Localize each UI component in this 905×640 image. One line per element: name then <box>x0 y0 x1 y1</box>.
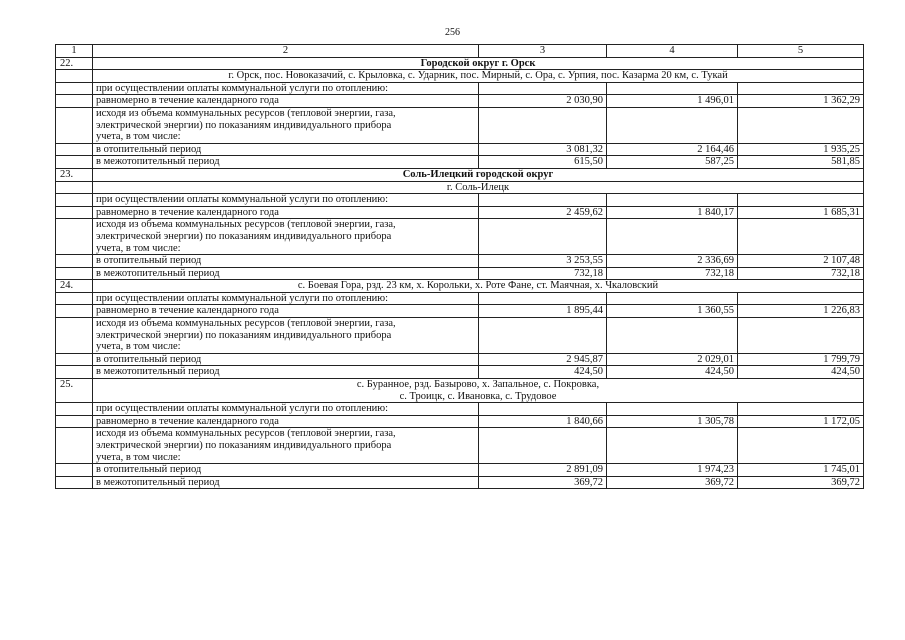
empty-cell <box>738 194 864 207</box>
row-label: в межотопительный период <box>93 267 479 280</box>
column-header: 3 <box>479 45 607 58</box>
value-cell: 1 305,78 <box>607 415 738 428</box>
value-cell: 2 891,09 <box>479 464 607 477</box>
value-cell: 424,50 <box>607 366 738 379</box>
tariff-table <box>55 44 864 489</box>
section-heading: Соль-Илецкий городской округ <box>93 168 864 181</box>
locality-line: г. Соль-Илецк <box>446 181 510 193</box>
value-cell: 581,85 <box>738 156 864 169</box>
empty-cell <box>607 403 738 416</box>
locality-line: г. Орск, пос. Новоказачий, с. Крыловка, с. Ударник, пос. Мирный, с. Ора, с. Урпия, пос. Казарма 20 км, с. Тукай <box>228 70 728 82</box>
meter-row <box>56 318 864 354</box>
empty-cell <box>56 305 93 318</box>
section-heading-row <box>56 168 864 181</box>
empty-cell <box>479 318 607 354</box>
value-cell: 3 253,55 <box>479 255 607 268</box>
empty-cell <box>607 219 738 255</box>
value-cell: 2 945,87 <box>479 353 607 366</box>
row-label <box>93 318 479 354</box>
empty-cell <box>607 428 738 464</box>
locality-cell <box>93 70 864 83</box>
row-label-line: исходя из объема коммунальных ресурсов (тепловой энергии, газа, <box>96 107 396 119</box>
column-header-row <box>56 45 864 58</box>
row-label-line: учета, в том числе: <box>96 451 181 463</box>
section-number: 22. <box>56 57 93 70</box>
value-cell: 1 685,31 <box>738 206 864 219</box>
row-label: равномерно в течение календарного года <box>93 206 479 219</box>
value-cell: 615,50 <box>479 156 607 169</box>
value-cell: 1 895,44 <box>479 305 607 318</box>
locality-cell <box>93 181 864 194</box>
value-cell: 369,72 <box>479 476 607 489</box>
section-number <box>56 70 93 83</box>
row-label-line: исходя из объема коммунальных ресурсов (тепловой энергии, газа, <box>96 219 396 231</box>
empty-cell <box>479 194 607 207</box>
empty-cell <box>607 292 738 305</box>
row-label: при осуществлении оплаты коммунальной услуги по отоплению: <box>93 403 479 416</box>
uniform-row <box>56 305 864 318</box>
row-label <box>93 219 479 255</box>
heating-row <box>56 143 864 156</box>
value-cell: 1 799,79 <box>738 353 864 366</box>
row-label-line: электрической энергии) по показаниям индивидуального прибора <box>96 329 392 341</box>
section-number: 23. <box>56 168 93 181</box>
value-cell: 2 107,48 <box>738 255 864 268</box>
uniform-row <box>56 95 864 108</box>
value-cell: 1 974,23 <box>607 464 738 477</box>
value-cell: 369,72 <box>607 476 738 489</box>
locality-cell <box>93 280 864 293</box>
empty-cell <box>56 206 93 219</box>
locality-row <box>56 70 864 83</box>
value-cell: 369,72 <box>738 476 864 489</box>
value-cell: 424,50 <box>738 366 864 379</box>
value-cell: 1 226,83 <box>738 305 864 318</box>
row-label <box>93 428 479 464</box>
row-label: в отопительный период <box>93 353 479 366</box>
row-label: равномерно в течение календарного года <box>93 95 479 108</box>
row-label: равномерно в течение календарного года <box>93 415 479 428</box>
empty-cell <box>479 107 607 143</box>
empty-cell <box>56 107 93 143</box>
locality-cell <box>93 379 864 403</box>
value-cell: 587,25 <box>607 156 738 169</box>
empty-cell <box>56 255 93 268</box>
value-cell: 1 360,55 <box>607 305 738 318</box>
row-label: в межотопительный период <box>93 476 479 489</box>
locality-line: с. Боевая Гора, рзд. 23 км, х. Корольки, х. Роте Фане, ст. Маячная, х. Чкаловский <box>297 280 659 292</box>
value-cell: 1 745,01 <box>738 464 864 477</box>
meter-row <box>56 428 864 464</box>
row-label: в отопительный период <box>93 255 479 268</box>
value-cell: 1 935,25 <box>738 143 864 156</box>
empty-cell <box>607 82 738 95</box>
page-number: 256 <box>445 27 460 38</box>
heating-row <box>56 353 864 366</box>
heating-row <box>56 255 864 268</box>
empty-cell <box>56 428 93 464</box>
value-cell: 732,18 <box>738 267 864 280</box>
offseason-row <box>56 267 864 280</box>
value-cell: 2 459,62 <box>479 206 607 219</box>
row-label-line: учета, в том числе: <box>96 242 181 254</box>
empty-cell <box>56 464 93 477</box>
empty-cell <box>607 107 738 143</box>
locality-row <box>56 379 864 403</box>
value-cell: 2 336,69 <box>607 255 738 268</box>
empty-cell <box>738 82 864 95</box>
row-label: при осуществлении оплаты коммунальной услуги по отоплению: <box>93 292 479 305</box>
row-label: в отопительный период <box>93 143 479 156</box>
empty-cell <box>56 219 93 255</box>
value-cell: 2 029,01 <box>607 353 738 366</box>
section-number: 25. <box>56 379 93 403</box>
row-label: в межотопительный период <box>93 156 479 169</box>
row-label-line: электрической энергии) по показаниям индивидуального прибора <box>96 230 392 242</box>
uniform-row <box>56 206 864 219</box>
payment-intro-row <box>56 403 864 416</box>
empty-cell <box>56 318 93 354</box>
empty-cell <box>479 82 607 95</box>
empty-cell <box>738 403 864 416</box>
empty-cell <box>738 318 864 354</box>
row-label-line: электрической энергии) по показаниям индивидуального прибора <box>96 440 392 451</box>
locality-line: с. Троицк, с. Ивановка, с. Трудовое <box>399 390 557 402</box>
empty-cell <box>738 107 864 143</box>
empty-cell <box>56 292 93 305</box>
payment-intro-row <box>56 194 864 207</box>
payment-intro-row <box>56 82 864 95</box>
payment-intro-row <box>56 292 864 305</box>
value-cell: 2 164,46 <box>607 143 738 156</box>
value-cell: 1 840,66 <box>479 415 607 428</box>
column-header: 4 <box>607 45 738 58</box>
value-cell: 1 172,05 <box>738 415 864 428</box>
empty-cell <box>56 415 93 428</box>
empty-cell <box>479 219 607 255</box>
section-number <box>56 181 93 194</box>
section-heading-row <box>56 57 864 70</box>
row-label: при осуществлении оплаты коммунальной услуги по отоплению: <box>93 194 479 207</box>
row-label-line: учета, в том числе: <box>96 341 181 353</box>
locality-row <box>56 280 864 293</box>
row-label <box>93 107 479 143</box>
section-number: 24. <box>56 280 93 293</box>
offseason-row <box>56 366 864 379</box>
empty-cell <box>479 428 607 464</box>
row-label: равномерно в течение календарного года <box>93 305 479 318</box>
empty-cell <box>738 219 864 255</box>
value-cell: 3 081,32 <box>479 143 607 156</box>
empty-cell <box>56 143 93 156</box>
row-label: при осуществлении оплаты коммунальной услуги по отоплению: <box>93 82 479 95</box>
empty-cell <box>56 476 93 489</box>
heating-row <box>56 464 864 477</box>
value-cell: 424,50 <box>479 366 607 379</box>
empty-cell <box>607 194 738 207</box>
value-cell: 732,18 <box>607 267 738 280</box>
empty-cell <box>56 267 93 280</box>
uniform-row <box>56 415 864 428</box>
empty-cell <box>56 366 93 379</box>
row-label-line: исходя из объема коммунальных ресурсов (тепловой энергии, газа, <box>96 318 396 330</box>
meter-row <box>56 219 864 255</box>
section-heading: Городской округ г. Орск <box>93 57 864 70</box>
empty-cell <box>738 292 864 305</box>
row-label-line: электрической энергии) по показаниям индивидуального прибора <box>96 119 392 131</box>
empty-cell <box>56 403 93 416</box>
column-header: 1 <box>56 45 93 58</box>
value-cell: 732,18 <box>479 267 607 280</box>
empty-cell <box>607 318 738 354</box>
column-header: 2 <box>93 45 479 58</box>
value-cell: 1 496,01 <box>607 95 738 108</box>
empty-cell <box>56 353 93 366</box>
empty-cell <box>738 428 864 464</box>
row-label: в отопительный период <box>93 464 479 477</box>
locality-line: с. Буранное, рзд. Базырово, х. Запальное, с. Покровка, <box>356 379 600 391</box>
empty-cell <box>56 194 93 207</box>
row-label-line: учета, в том числе: <box>96 131 181 143</box>
row-label-line: исходя из объема коммунальных ресурсов (тепловой энергии, газа, <box>96 428 396 440</box>
empty-cell <box>56 82 93 95</box>
empty-cell <box>479 403 607 416</box>
meter-row <box>56 107 864 143</box>
offseason-row <box>56 156 864 169</box>
empty-cell <box>479 292 607 305</box>
row-label: в межотопительный период <box>93 366 479 379</box>
locality-row <box>56 181 864 194</box>
value-cell: 1 840,17 <box>607 206 738 219</box>
value-cell: 2 030,90 <box>479 95 607 108</box>
empty-cell <box>56 95 93 108</box>
empty-cell <box>56 156 93 169</box>
offseason-row <box>56 476 864 489</box>
column-header: 5 <box>738 45 864 58</box>
value-cell: 1 362,29 <box>738 95 864 108</box>
